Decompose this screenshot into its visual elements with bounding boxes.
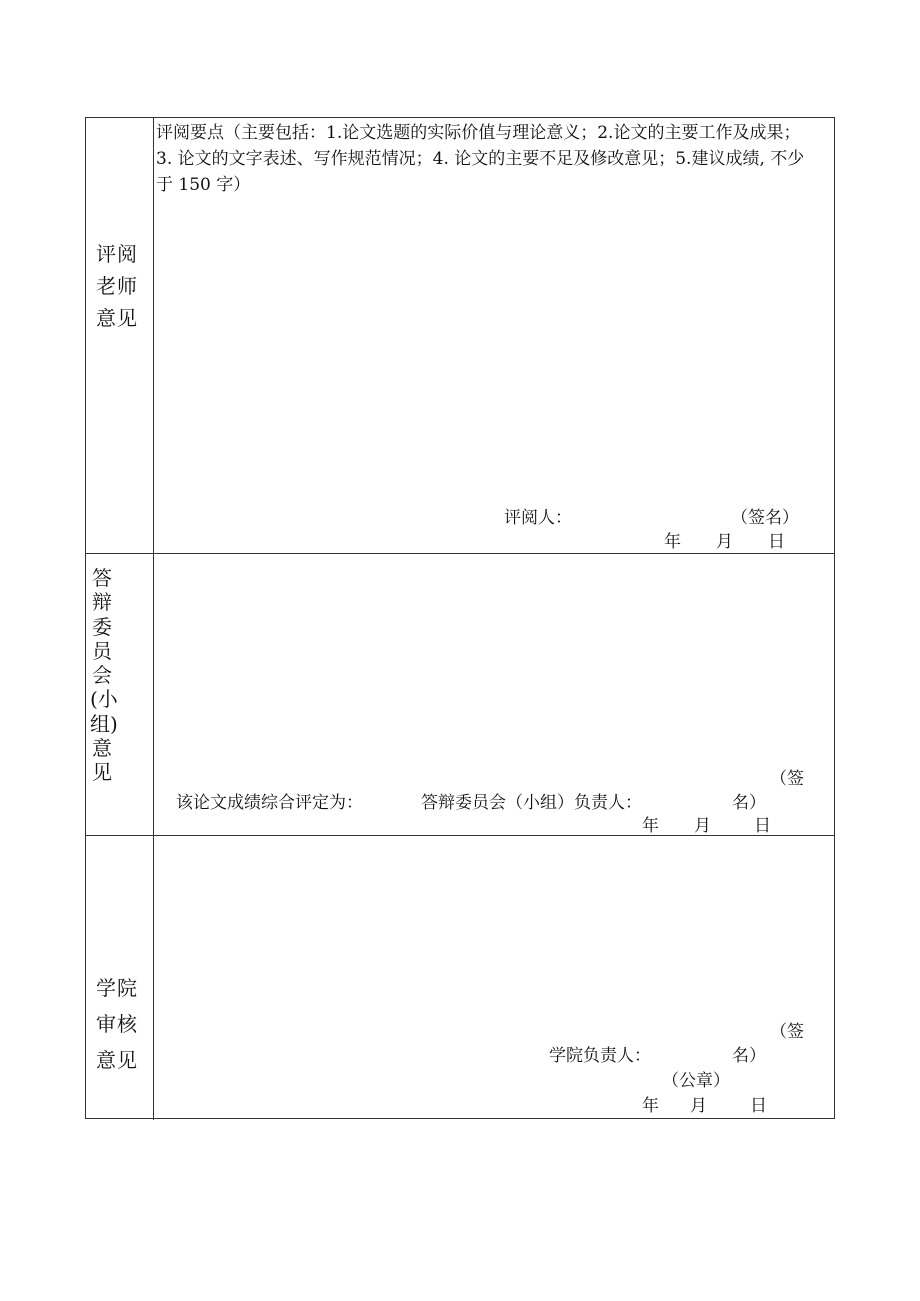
defense-committee-label-cell bbox=[86, 554, 154, 835]
reviewer-opinion-label-cell bbox=[86, 118, 154, 553]
review-form-table bbox=[85, 117, 835, 1119]
reviewer-signer-label: 评阅人： bbox=[504, 508, 572, 528]
college-review-label-cell bbox=[86, 836, 154, 1120]
college-sign-note-part1: （签 bbox=[770, 1022, 804, 1042]
defense-committee-row bbox=[86, 554, 834, 836]
review-instructions-line-2: 3. 论文的文字表述、写作规范情况；4. 论文的主要不足及修改意见；5.建议成绩, 不少 bbox=[156, 149, 805, 169]
college-review-row bbox=[86, 836, 834, 1120]
reviewer-sign-note: （签名） bbox=[731, 508, 799, 528]
review-instructions bbox=[156, 120, 836, 198]
review-instructions-line-3: 于 150 字） bbox=[156, 175, 251, 195]
reviewer-label-line-1: 评阅 bbox=[96, 242, 138, 266]
reviewer-date-month: 月 bbox=[716, 532, 733, 552]
college-label-line-1: 学院 bbox=[96, 976, 138, 1000]
defense-date-year: 年 bbox=[642, 816, 659, 836]
reviewer-date-year: 年 bbox=[664, 532, 681, 552]
reviewer-opinion-content-cell[interactable] bbox=[154, 118, 834, 553]
college-review-content-cell[interactable] bbox=[154, 836, 834, 1120]
college-date-month: 月 bbox=[690, 1096, 707, 1116]
reviewer-opinion-row bbox=[86, 118, 834, 554]
college-date-day: 日 bbox=[750, 1096, 767, 1116]
defense-sign-note-part1: （签 bbox=[770, 769, 804, 789]
college-label-line-2: 审核 bbox=[96, 1012, 138, 1036]
college-signer-label: 学院负责人： bbox=[549, 1046, 651, 1066]
defense-sign-note-part2: 名） bbox=[732, 793, 766, 813]
defense-date-day: 日 bbox=[754, 816, 771, 836]
college-seal-note: （公章） bbox=[662, 1071, 730, 1091]
reviewer-label-line-2: 老师 bbox=[96, 274, 138, 298]
review-instructions-line-1: 评阅要点（主要包括：1.论文选题的实际价值与理论意义；2.论文的主要工作及成果； bbox=[156, 123, 801, 143]
college-label-line-3: 意见 bbox=[96, 1048, 138, 1072]
defense-committee-content-cell[interactable] bbox=[154, 554, 834, 835]
grade-assessment-label: 该论文成绩综合评定为： bbox=[176, 793, 363, 813]
college-sign-note-part2: 名） bbox=[732, 1046, 766, 1066]
reviewer-date-day: 日 bbox=[768, 532, 785, 552]
defense-signer-label: 答辩委员会（小组）负责人： bbox=[421, 793, 642, 813]
reviewer-label-line-3: 意见 bbox=[96, 306, 138, 330]
college-date-year: 年 bbox=[642, 1096, 659, 1116]
defense-committee-label: 答辩委员会(小组)意见 bbox=[90, 566, 118, 785]
defense-date-month: 月 bbox=[694, 816, 711, 836]
